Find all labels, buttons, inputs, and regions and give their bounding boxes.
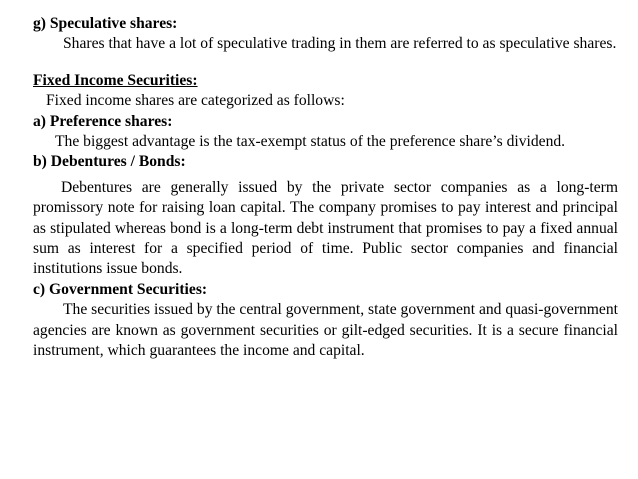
fixed-income-heading: Fixed Income Securities: bbox=[33, 71, 198, 89]
speculative-shares-heading: g) Speculative shares: bbox=[33, 15, 178, 32]
debentures-bonds-heading: b) Debentures / Bonds: bbox=[33, 153, 186, 171]
preference-shares-heading: a) Preference shares: bbox=[33, 112, 173, 130]
debentures-bonds-text: Debentures are generally issued by the private sector companies as a long-term promissory note for raising loan capital. The company promises to pay interest and principal as stipulated whereas bond is a long-term debt instrument that promises to pay a fixed annual sum as interest for a specified period of time. Public sector companies and financial institutions issue bonds. bbox=[33, 178, 618, 278]
preference-shares-text: The biggest advantage is the tax-exempt status of the preference share’s dividend. bbox=[55, 133, 566, 151]
fixed-income-intro: Fixed income shares are categorized as follows: bbox=[46, 92, 345, 110]
speculative-shares-text: Shares that have a lot of speculative trading in them are referred to as speculative shares. bbox=[63, 35, 617, 53]
government-securities-text: The securities issued by the central government, state government and quasi-government agencies are known as government securities or gilt-edged securities. It is a secure financial instrument, which guarantees the income and capital. bbox=[33, 301, 618, 360]
section-spacer bbox=[33, 55, 618, 71]
document-page bbox=[33, 14, 618, 362]
government-securities-heading: c) Government Securities: bbox=[33, 280, 208, 298]
